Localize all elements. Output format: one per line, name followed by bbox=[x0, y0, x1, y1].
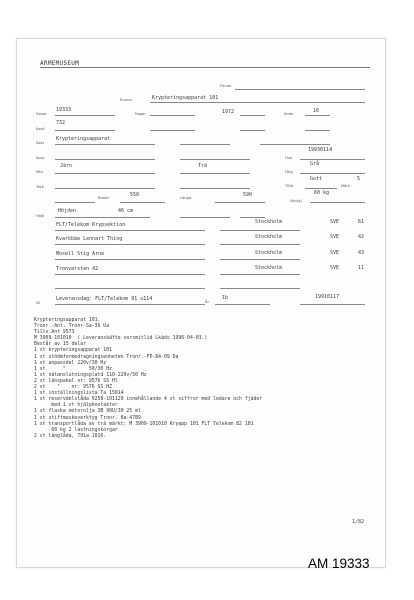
place-ort-line-3 bbox=[220, 259, 300, 260]
note-line: 1 st " 50/30 Hz bbox=[34, 366, 112, 372]
year-value: 1972 bbox=[222, 109, 235, 115]
place-name-3: Mosell Stig Arne bbox=[56, 251, 105, 257]
farg-line bbox=[300, 173, 365, 174]
place-kat-1: 61 bbox=[358, 219, 365, 225]
tillst-line bbox=[305, 188, 337, 189]
card-header: ARMEMUSEUM bbox=[40, 60, 80, 67]
bredd-pre-line bbox=[55, 202, 95, 203]
nagar-line bbox=[150, 115, 195, 116]
place-ort-3: Stockholm bbox=[255, 250, 283, 256]
mtrl2-line bbox=[180, 173, 250, 174]
sakt-label: Sakt bbox=[36, 141, 44, 145]
dosar-value: 19333 bbox=[56, 107, 72, 113]
note-line: 1 st inställningslista Ta 15014 bbox=[34, 391, 124, 397]
row3-line-d bbox=[305, 130, 330, 131]
ensam-value: Krypteringsapparat 101 bbox=[152, 95, 219, 101]
place-ort-4: Stockholm bbox=[255, 265, 283, 271]
note-line: med 1 st hjälpkontakter bbox=[34, 403, 118, 409]
note-line: 1 st stödmformedragningsenheten Tronr.-FP-84-09 Da bbox=[34, 354, 179, 360]
note-line: 1 st stiftmaskeverktyg Tronr. 0a-4789 bbox=[34, 415, 141, 421]
note-line: Tronr.-Ant. Tronr-Sa-36 Ua bbox=[34, 324, 110, 330]
place-name-1: FLT/Telekom Krypsektion bbox=[56, 222, 126, 228]
fast-line bbox=[300, 159, 365, 160]
archive-card bbox=[16, 38, 386, 568]
place-line-3 bbox=[55, 259, 205, 260]
note-line: 2 st länspakel nr: 9576 SS Hl bbox=[34, 378, 118, 384]
hojd-line bbox=[55, 217, 150, 218]
vikt-label: Vikt(g) bbox=[290, 199, 302, 203]
place-land-1: SVE bbox=[330, 219, 340, 225]
ensam-line bbox=[150, 102, 365, 103]
antal-line bbox=[305, 115, 330, 116]
note-line: 2 st länglåda, 791a 1016. bbox=[34, 433, 107, 439]
sakt-value: Krypteringsapparat bbox=[56, 136, 111, 142]
page-number: 1/82 bbox=[352, 519, 365, 525]
mtrl-label: Mtrl bbox=[36, 170, 43, 174]
place-land-4: SVE bbox=[330, 265, 340, 271]
note-line: 1 st nätanslutningsplatd 110-220v/50 Hz bbox=[34, 372, 147, 378]
place-name-2: Kvarkbäe Lennart Thing bbox=[56, 236, 123, 242]
teck-label: Teck bbox=[36, 185, 44, 189]
place-kat-3: 43 bbox=[358, 250, 365, 256]
place-line-2 bbox=[55, 244, 205, 245]
reference-value: Leveransdag: FLT/Telekom 91 u114 bbox=[56, 296, 153, 302]
place-line-4 bbox=[55, 274, 205, 275]
mtrl-line bbox=[55, 173, 155, 174]
notes-block bbox=[34, 318, 374, 440]
row3-line-c bbox=[240, 130, 265, 131]
year-line bbox=[240, 115, 265, 116]
row4-line-b bbox=[180, 144, 230, 145]
place-ort-line-5 bbox=[220, 288, 300, 289]
place-ort-line-2 bbox=[220, 244, 300, 245]
place-name-4: Tronvarsten 42 bbox=[56, 266, 99, 272]
sil-label: Sil bbox=[36, 301, 41, 305]
bredd-label: Bredd bbox=[98, 196, 109, 200]
note-line: 1 st krypteringsapparat 101 bbox=[34, 348, 112, 354]
spec-label: Spec bbox=[36, 156, 45, 160]
mark-label: Märk bbox=[341, 184, 350, 188]
hojd-value: Höjden bbox=[58, 208, 77, 214]
place-ort-line-1 bbox=[220, 230, 300, 231]
forvar-line bbox=[235, 89, 365, 90]
ar-label: År bbox=[205, 300, 209, 304]
fast-label: Fast bbox=[285, 156, 293, 160]
bredd-line bbox=[120, 202, 165, 203]
antal-value: 16 bbox=[313, 108, 320, 114]
reference-line bbox=[55, 304, 205, 305]
note-line: Tillv.Ant 9573 bbox=[34, 330, 75, 336]
teck-line bbox=[55, 188, 155, 189]
place-land-3: SVE bbox=[330, 250, 340, 256]
langd-label: Längd bbox=[180, 196, 192, 200]
row9-line-b bbox=[180, 217, 230, 218]
note-line: Består av 15 delar bbox=[34, 342, 86, 348]
sakt-line bbox=[55, 144, 155, 145]
note-line: M 3909-101010 ( Leveranskäfte vorsmitlid Lkäds 1996-04-03.) bbox=[34, 336, 208, 342]
place-line-5 bbox=[55, 288, 205, 289]
row3-line-b bbox=[150, 130, 195, 131]
row9-line-c bbox=[240, 217, 265, 218]
ensam-label: Ensam bbox=[120, 98, 133, 102]
reference-date: 19910117 bbox=[315, 294, 340, 300]
hojd-label: Höjd bbox=[36, 214, 45, 218]
tillst-value: Gott bbox=[310, 176, 323, 182]
row4-line-c bbox=[260, 144, 330, 145]
place-kat-4: 11 bbox=[358, 265, 365, 271]
note-line: 2 st " nr: 9576 SS HZ bbox=[34, 385, 112, 391]
place-ort-line-4 bbox=[220, 274, 300, 275]
note-line: Krypteringsapparat 101. bbox=[34, 318, 101, 323]
place-kat-2: 42 bbox=[358, 234, 365, 240]
row5-line-b bbox=[180, 159, 250, 160]
nagar-label: Nagar bbox=[135, 112, 146, 116]
note-line: 1 st transportlåda av trä märkt: M 3909-101010 Kryapp 101 FLT Telekom 82 101 bbox=[34, 421, 254, 427]
vikt-value: 60 kg bbox=[314, 190, 330, 196]
fast-value: 19930114 bbox=[308, 147, 333, 153]
mark-value: 5 bbox=[357, 176, 361, 182]
bredd-value: 550 bbox=[130, 192, 140, 198]
note-line: 1 st anpassdel 220v/30 Hz bbox=[34, 360, 107, 366]
hojd-measure: 46 cm bbox=[118, 208, 134, 214]
place-ort-2: Stockholm bbox=[255, 234, 283, 240]
farg-label: Färg bbox=[285, 170, 293, 174]
forvar-label: Förvar bbox=[220, 84, 232, 88]
place-line-1 bbox=[55, 230, 205, 231]
dosar-label: Dosar bbox=[36, 112, 47, 116]
ar-line bbox=[215, 304, 270, 305]
kastl-line bbox=[55, 130, 115, 131]
farg-value: Grå bbox=[310, 161, 320, 167]
tillst-label: Tillst bbox=[285, 184, 294, 188]
place-ort-1: Stockholm bbox=[255, 219, 283, 225]
langd-line bbox=[215, 202, 265, 203]
note-line: 1 st reservdelslåda 9258-101129 innehållande 4 st siffror med ledare och fjäder bbox=[34, 397, 263, 403]
spec-line bbox=[55, 159, 155, 160]
place-land-2: SVE bbox=[330, 234, 340, 240]
mtrl2-value: Trä bbox=[198, 163, 208, 169]
kastl-value: 732 bbox=[56, 120, 66, 126]
note-line: 1 st flaska motorolja 3B 90U/30 25 ml bbox=[34, 409, 141, 415]
antal-label: Antal bbox=[284, 112, 294, 116]
row7-line-b bbox=[180, 188, 250, 189]
kastl-label: Kastl bbox=[36, 127, 45, 131]
ar-value: 1b bbox=[222, 295, 229, 301]
header-rule bbox=[40, 67, 370, 68]
accession-number: AM 19333 bbox=[308, 556, 370, 571]
note-line: 60 kg 2 lastningskorgar bbox=[34, 427, 118, 433]
dosar-line bbox=[55, 115, 115, 116]
reference-date-line bbox=[300, 304, 365, 305]
vikt-line bbox=[310, 202, 365, 203]
mtrl-value: Järn bbox=[60, 163, 73, 169]
langd-value: 590 bbox=[243, 192, 253, 198]
